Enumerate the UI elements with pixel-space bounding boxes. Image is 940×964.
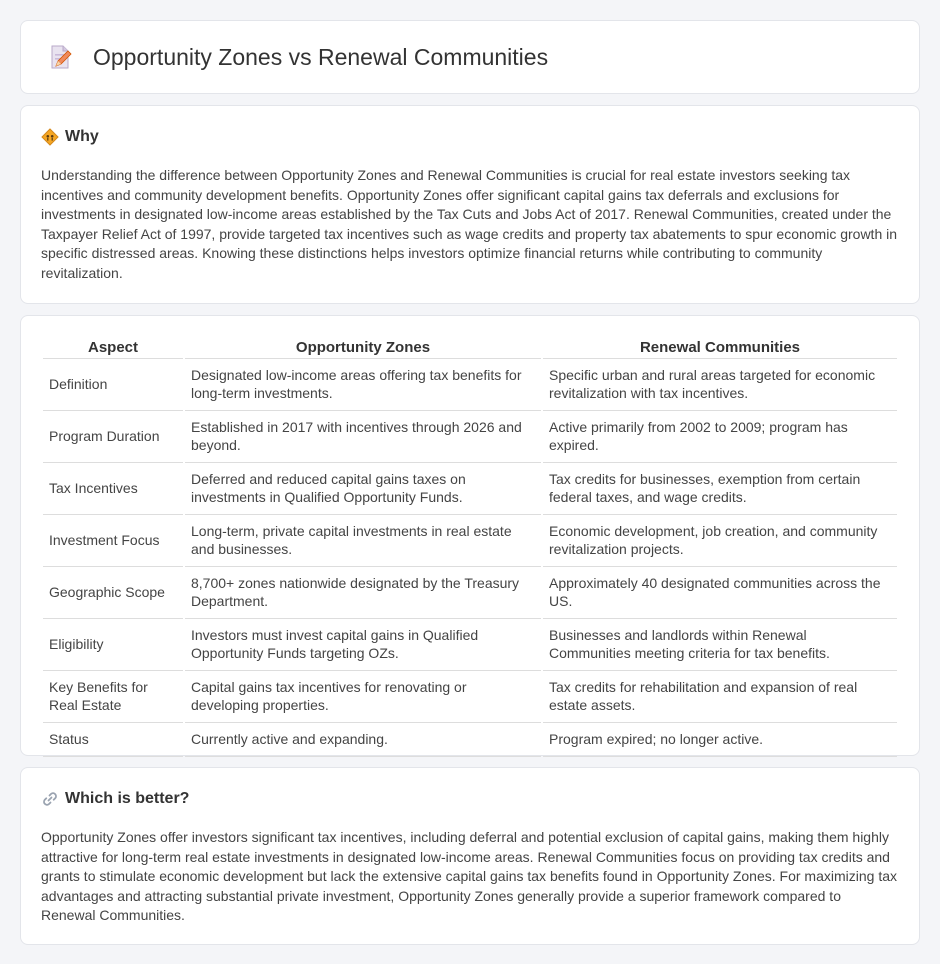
table-row	[43, 515, 897, 567]
link-icon	[41, 790, 59, 808]
opportunity-zones-cell: Designated low-income areas offering tax benefits for long-term investments.	[185, 359, 541, 411]
renewal-communities-cell: Approximately 40 designated communities across the US.	[543, 567, 897, 619]
renewal-communities-cell: Tax credits for rehabilitation and expansion of real estate assets.	[543, 671, 897, 723]
why-heading	[41, 128, 899, 146]
document-pencil-icon	[47, 44, 73, 70]
table-row	[43, 619, 897, 671]
aspect-cell: Key Benefits for Real Estate	[43, 671, 183, 723]
table-row	[43, 723, 897, 757]
renewal-communities-cell: Economic development, job creation, and community revitalization projects.	[543, 515, 897, 567]
renewal-communities-cell: Active primarily from 2002 to 2009; program has expired.	[543, 411, 897, 463]
opportunity-zones-cell: Capital gains tax incentives for renovating or developing properties.	[185, 671, 541, 723]
table-row	[43, 671, 897, 723]
comparison-section	[20, 315, 920, 756]
page-header	[20, 20, 920, 94]
table-row	[43, 359, 897, 411]
table-header-row	[43, 338, 897, 359]
opportunity-zones-cell: Currently active and expanding.	[185, 723, 541, 757]
table-row	[43, 463, 897, 515]
table-row	[43, 567, 897, 619]
better-paragraph: Opportunity Zones offer investors significant tax incentives, including deferral and potential exclusion of capital gains, making them highly attractive for long-term real estate investments in designated low-income areas. Renewal Communities focus on providing tax credits and grants to stimulate economic development but lack the extensive capital gains tax benefits found in Opportunity Zones. For maximizing tax advantages and attracting substantial private investment, Opportunity Zones generally provide a superior framework compared to Renewal Communities.	[41, 829, 897, 923]
header-opportunity-zones: Opportunity Zones	[185, 338, 541, 359]
aspect-cell: Tax Incentives	[43, 463, 183, 515]
table-row	[43, 411, 897, 463]
why-title: Why	[65, 128, 99, 145]
aspect-cell: Definition	[43, 359, 183, 411]
renewal-communities-cell: Tax credits for businesses, exemption from certain federal taxes, and wage credits.	[543, 463, 897, 515]
aspect-cell: Investment Focus	[43, 515, 183, 567]
renewal-communities-cell: Businesses and landlords within Renewal Communities meeting criteria for tax benefits.	[543, 619, 897, 671]
why-section	[20, 105, 920, 304]
better-heading	[41, 790, 899, 808]
better-title: Which is better?	[65, 790, 190, 807]
opportunity-zones-cell: 8,700+ zones nationwide designated by the Treasury Department.	[185, 567, 541, 619]
page-title: Opportunity Zones vs Renewal Communities	[93, 43, 549, 70]
why-paragraph: Understanding the difference between Opportunity Zones and Renewal Communities is crucial for real estate investors seeking tax incentives and community development benefits. Opportunity Zones offer significant capital gains tax deferrals and exclusions for investments in designated low-income areas established by the Tax Cuts and Jobs Act of 2017. Renewal Communities, created under the Taxpayer Relief Act of 1997, provide targeted tax incentives such as wage credits and property tax abatements to spur economic growth in specific distressed areas. Knowing these distinctions helps investors optimize financial returns while contributing to community revitalization.	[41, 167, 898, 281]
diamond-sign-icon	[41, 128, 59, 146]
header-renewal-communities: Renewal Communities	[543, 338, 897, 359]
aspect-cell: Geographic Scope	[43, 567, 183, 619]
opportunity-zones-cell: Established in 2017 with incentives through 2026 and beyond.	[185, 411, 541, 463]
aspect-cell: Status	[43, 723, 183, 757]
opportunity-zones-cell: Investors must invest capital gains in Qualified Opportunity Funds targeting OZs.	[185, 619, 541, 671]
which-is-better-section	[20, 767, 920, 945]
renewal-communities-cell: Specific urban and rural areas targeted for economic revitalization with tax incentives.	[543, 359, 897, 411]
opportunity-zones-cell: Long-term, private capital investments in real estate and businesses.	[185, 515, 541, 567]
aspect-cell: Program Duration	[43, 411, 183, 463]
aspect-cell: Eligibility	[43, 619, 183, 671]
header-aspect: Aspect	[43, 338, 183, 359]
renewal-communities-cell: Program expired; no longer active.	[543, 723, 897, 757]
comparison-table	[41, 338, 899, 757]
opportunity-zones-cell: Deferred and reduced capital gains taxes on investments in Qualified Opportunity Funds.	[185, 463, 541, 515]
